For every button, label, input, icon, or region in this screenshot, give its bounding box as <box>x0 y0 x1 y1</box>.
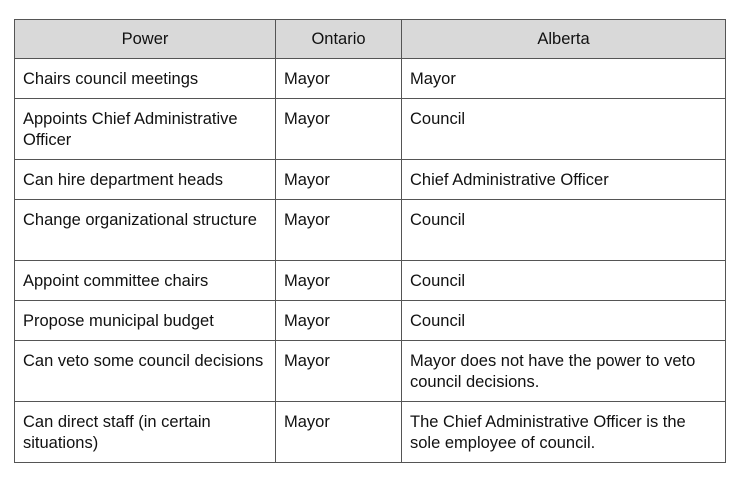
alberta-cell: Mayor <box>402 59 726 99</box>
table-row <box>15 301 726 341</box>
alberta-cell: The Chief Administrative Officer is the sole employee of council. <box>402 402 726 463</box>
power-cell: Can hire department heads <box>15 160 276 200</box>
power-cell: Chairs council meetings <box>15 59 276 99</box>
table-row <box>15 402 726 463</box>
table-row <box>15 341 726 402</box>
ontario-cell: Mayor <box>276 261 402 301</box>
table-row <box>15 59 726 99</box>
alberta-cell: Mayor does not have the power to veto council decisions. <box>402 341 726 402</box>
power-cell: Can direct staff (in certain situations) <box>15 402 276 463</box>
header-row <box>15 20 726 59</box>
table-row <box>15 160 726 200</box>
ontario-cell: Mayor <box>276 59 402 99</box>
ontario-cell: Mayor <box>276 402 402 463</box>
ontario-cell: Mayor <box>276 160 402 200</box>
ontario-cell: Mayor <box>276 99 402 160</box>
table-row <box>15 99 726 160</box>
column-header-power: Power <box>15 20 276 59</box>
ontario-cell: Mayor <box>276 341 402 402</box>
power-cell: Propose municipal budget <box>15 301 276 341</box>
alberta-cell: Chief Administrative Officer <box>402 160 726 200</box>
table-row <box>15 200 726 261</box>
table-row <box>15 261 726 301</box>
power-cell: Appoint committee chairs <box>15 261 276 301</box>
column-header-alberta: Alberta <box>402 20 726 59</box>
ontario-cell: Mayor <box>276 301 402 341</box>
alberta-cell: Council <box>402 99 726 160</box>
ontario-cell: Mayor <box>276 200 402 261</box>
alberta-cell: Council <box>402 200 726 261</box>
table-body <box>15 59 726 463</box>
power-cell: Change organizational structure <box>15 200 276 261</box>
powers-comparison-table <box>14 19 726 463</box>
power-cell: Appoints Chief Administrative Officer <box>15 99 276 160</box>
table-header <box>15 20 726 59</box>
column-header-ontario: Ontario <box>276 20 402 59</box>
alberta-cell: Council <box>402 301 726 341</box>
alberta-cell: Council <box>402 261 726 301</box>
power-cell: Can veto some council decisions <box>15 341 276 402</box>
powers-comparison-table-container <box>14 19 725 463</box>
